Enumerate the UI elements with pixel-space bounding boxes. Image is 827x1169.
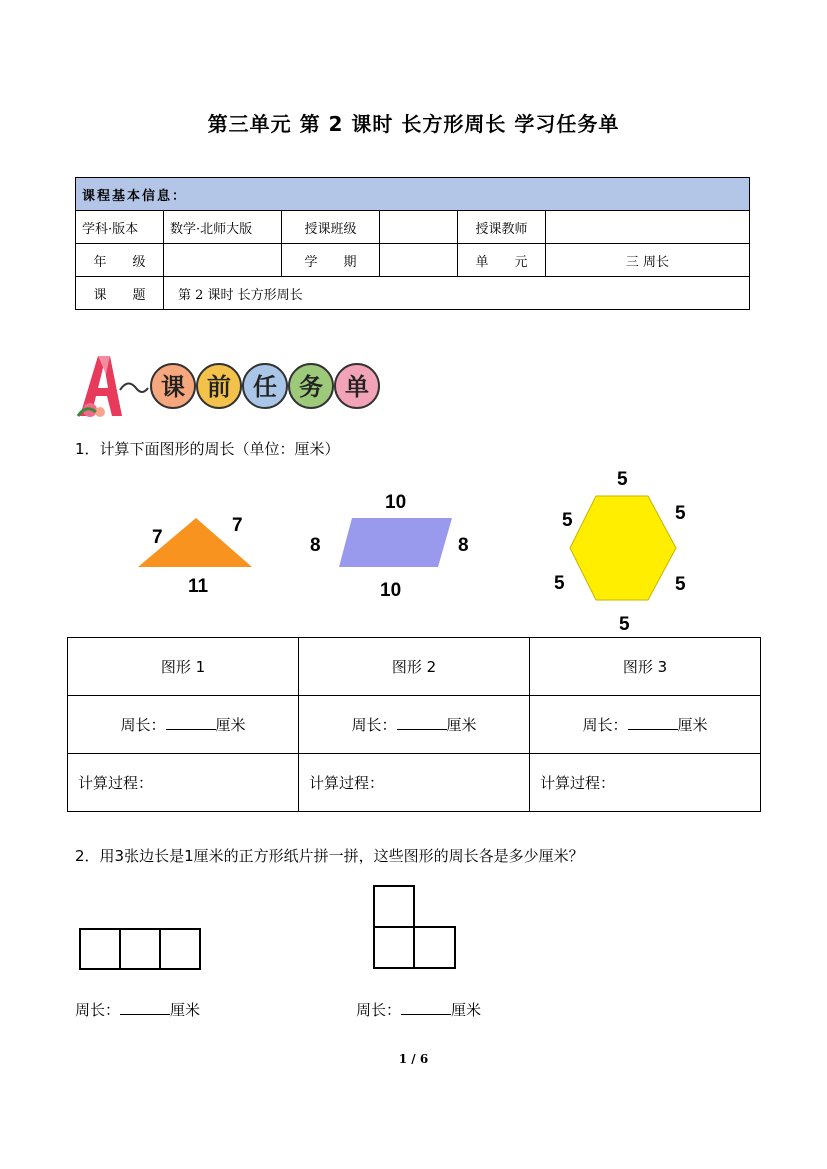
banner-char: 前 <box>207 374 231 401</box>
figure-1-perimeter[interactable] <box>68 696 299 754</box>
triangle-figure <box>138 515 252 597</box>
l-shape-squares <box>374 886 455 968</box>
parallelogram-shape <box>339 518 452 567</box>
question-1-text: 1．计算下面图形的周长（单位：厘米） <box>75 440 340 458</box>
perimeter-unit: 厘米 <box>215 716 246 734</box>
perimeter-unit: 厘米 <box>446 716 477 734</box>
banner-char: 课 <box>161 374 185 401</box>
answer-blank[interactable] <box>397 715 447 730</box>
perimeter-prefix: 周长： <box>356 1001 402 1019</box>
figure-3-perimeter[interactable] <box>530 696 761 754</box>
hexagon-bottom-left-label: 5 <box>554 573 565 594</box>
parallelogram-top-label: 10 <box>385 492 407 513</box>
grade-value <box>164 244 282 277</box>
grade-label: 年 级 <box>76 244 164 277</box>
topic-value: 第 2 课时 长方形周长 <box>164 277 750 310</box>
parallelogram-figure <box>310 492 469 601</box>
term-label: 学 期 <box>282 244 380 277</box>
parallelogram-bottom-label: 10 <box>380 580 402 601</box>
perimeter-prefix: 周长： <box>120 716 166 734</box>
figure-1-process[interactable]: 计算过程： <box>68 754 299 812</box>
perimeter-unit: 厘米 <box>451 1001 482 1019</box>
parallelogram-left-label: 8 <box>310 535 321 556</box>
figure-2-process[interactable]: 计算过程： <box>299 754 530 812</box>
topic-label: 课 题 <box>76 277 164 310</box>
class-label: 授课班级 <box>282 211 380 244</box>
class-value <box>380 211 458 244</box>
hexagon-figure <box>554 469 686 635</box>
figure-1-header: 图形 1 <box>68 638 299 696</box>
triangle-left-label: 7 <box>152 527 163 548</box>
banner-char: 务 <box>299 374 323 401</box>
unit-label: 单 元 <box>458 244 546 277</box>
hexagon-top-label: 5 <box>617 469 628 490</box>
perimeter-prefix: 周长： <box>582 716 628 734</box>
unit-value: 三 周长 <box>546 244 750 277</box>
question-2-text: 2．用3张边长是1厘米的正方形纸片拼一拼，这些图形的周长各是多少厘米？ <box>75 847 584 865</box>
answer-blank[interactable] <box>401 1000 451 1015</box>
triangle-bottom-label: 11 <box>188 576 209 597</box>
perimeter-unit: 厘米 <box>677 716 708 734</box>
figure-3-process[interactable]: 计算过程： <box>530 754 761 812</box>
hexagon-top-right-label: 5 <box>675 503 686 524</box>
answer-blank[interactable] <box>628 715 678 730</box>
perimeter-unit: 厘米 <box>170 1001 201 1019</box>
question-1-figures <box>120 465 700 635</box>
perimeter-prefix: 周长： <box>75 1001 121 1019</box>
banner-letter: A <box>98 408 99 409</box>
hexagon-shape <box>570 496 676 600</box>
term-value <box>380 244 458 277</box>
banner-char: 单 <box>345 374 369 401</box>
question-1-answer-table <box>67 637 761 812</box>
hexagon-top-left-label: 5 <box>562 510 573 531</box>
teacher-value <box>546 211 750 244</box>
row-of-three-squares <box>80 929 200 969</box>
course-info-header: 课程基本信息： <box>76 178 750 211</box>
course-info-table <box>75 177 750 310</box>
pre-class-task-banner <box>76 350 401 420</box>
figure-2-header: 图形 2 <box>299 638 530 696</box>
page-title: 第三单元 第 2 课时 长方形周长 学习任务单 <box>207 112 620 136</box>
teacher-label: 授课教师 <box>458 211 546 244</box>
subject-label: 学科·版本 <box>76 211 164 244</box>
parallelogram-right-label: 8 <box>458 535 469 556</box>
page-number: 1 / 6 <box>398 1052 429 1066</box>
banner-char: 任 <box>253 374 277 401</box>
triangle-right-label: 7 <box>232 515 243 536</box>
answer-blank[interactable] <box>166 715 216 730</box>
subject-value: 数学·北师大版 <box>164 211 282 244</box>
answer-blank[interactable] <box>120 1000 170 1015</box>
question-2-answer-2[interactable] <box>356 999 481 1020</box>
letter-a-logo <box>78 356 122 417</box>
figure-3-header: 图形 3 <box>530 638 761 696</box>
hexagon-bottom-right-label: 5 <box>675 574 686 595</box>
perimeter-prefix: 周长： <box>351 716 397 734</box>
question-2-figures <box>78 883 468 973</box>
question-2-answer-1[interactable] <box>75 999 200 1020</box>
hexagon-bottom-label: 5 <box>619 614 630 635</box>
figure-2-perimeter[interactable] <box>299 696 530 754</box>
